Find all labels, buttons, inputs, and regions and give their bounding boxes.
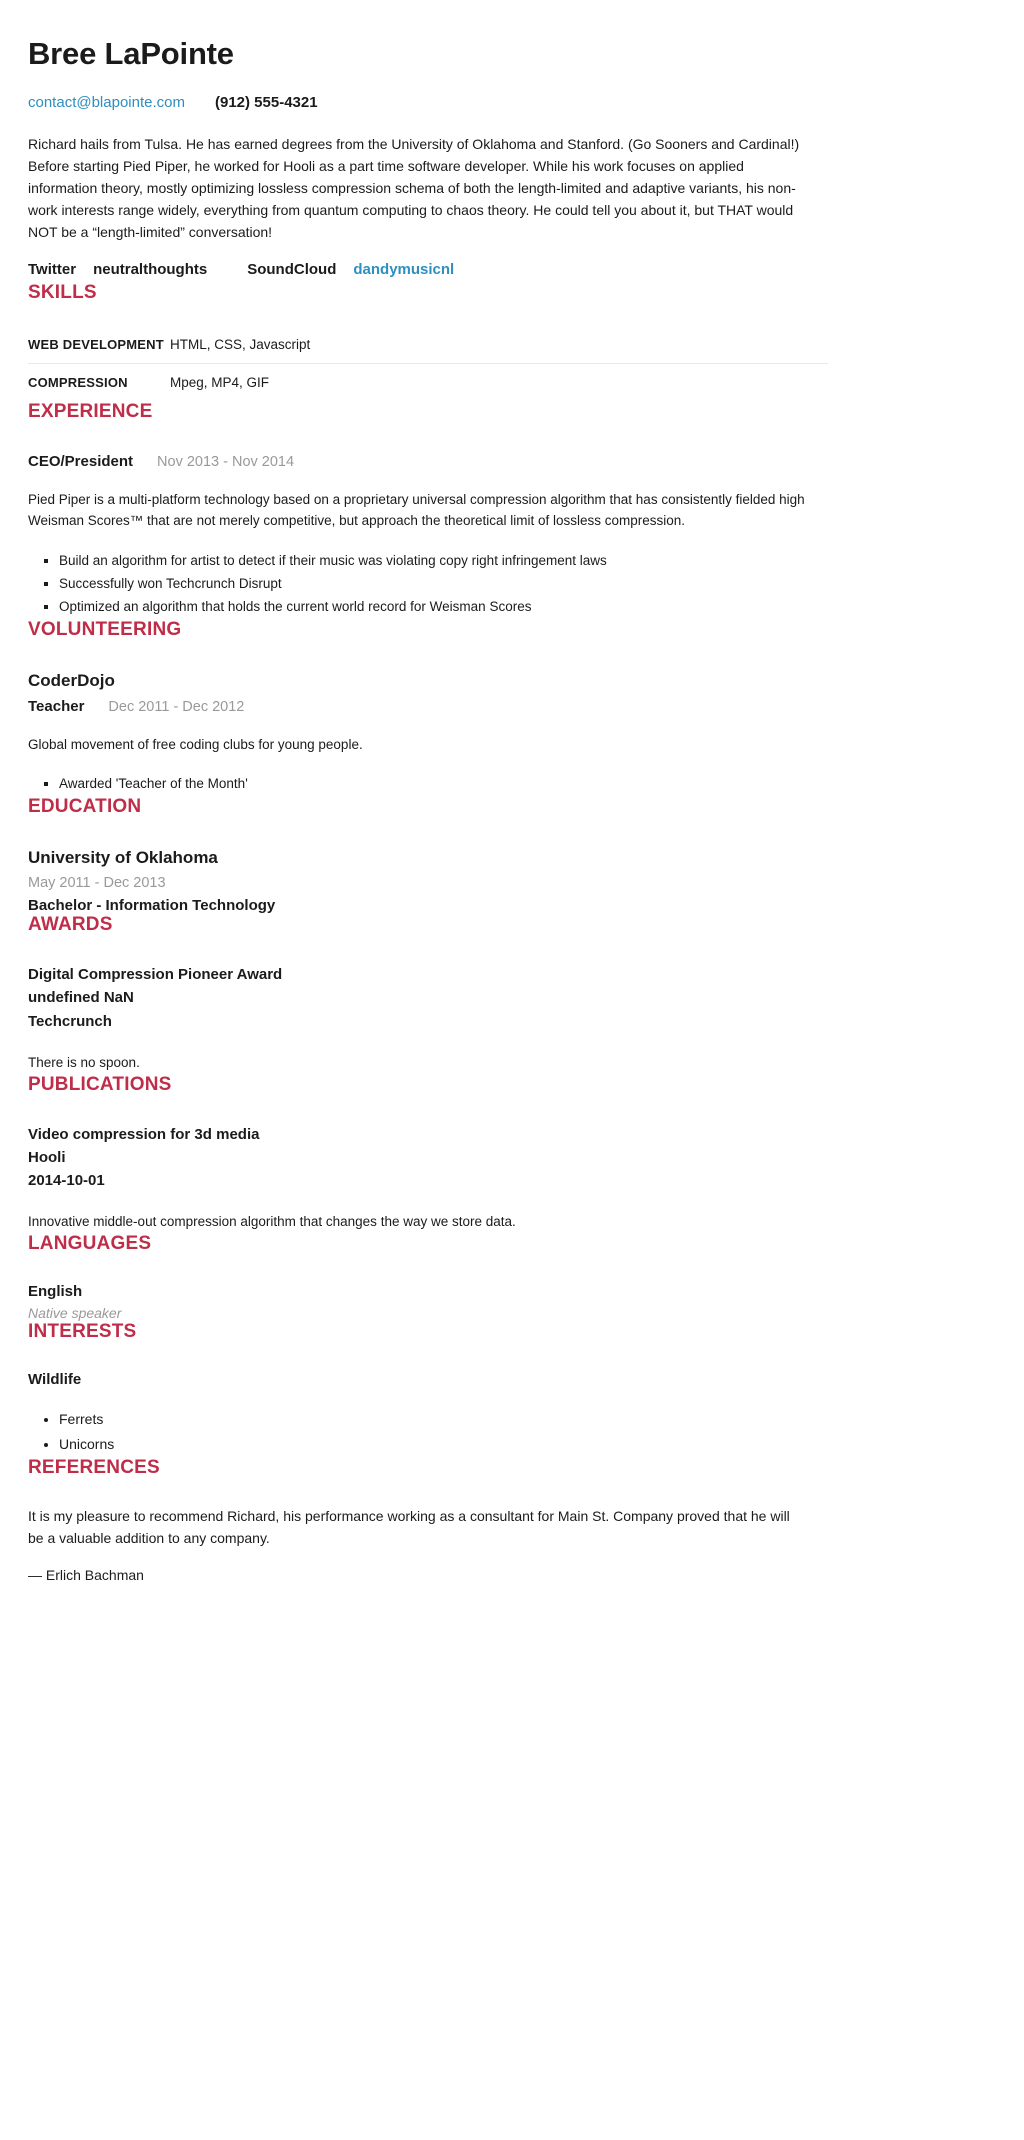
- language-name: English: [28, 1282, 83, 1300]
- volunteer-organization: CoderDojo: [28, 671, 115, 691]
- job-summary: Pied Piper is a multi-platform technology based on a proprietary universal compression algorithm that has consistently fielded high Weisman Scores™ that are not merely competitive, but approach the theoretical limit of lossless compression.: [28, 491, 805, 529]
- volunteer-dates: Dec 2011 - Dec 2012: [108, 699, 245, 716]
- reference-quote: It is my pleasure to recommend Richard, his performance working as a consultant for Main St. Company proved that he will be a valuable addition to any company.: [28, 1507, 790, 1547]
- soundcloud-username-link[interactable]: dandymusicnl: [353, 260, 455, 278]
- volunteer-highlights-list: [28, 773, 832, 796]
- email-link[interactable]: contact@blapointe.com: [28, 94, 185, 111]
- references-heading: REFERENCES: [28, 1456, 160, 1478]
- soundcloud-network-label: SoundCloud: [247, 260, 337, 278]
- skill-name: COMPRESSION: [28, 374, 128, 390]
- job-dates: Nov 2013 - Nov 2014: [157, 453, 295, 470]
- education-section: [28, 796, 832, 914]
- interest-keyword: • Ferrets: [59, 1407, 832, 1432]
- awards-heading: AWARDS: [28, 914, 113, 936]
- reference-name: — Erlich Bachman: [28, 1566, 144, 1583]
- volunteer-highlight: ▪ Awarded 'Teacher of the Month': [59, 773, 832, 796]
- skill-keywords: Mpeg, MP4, GIF: [170, 374, 270, 390]
- skills-section: [28, 282, 832, 401]
- summary-paragraph: Richard hails from Tulsa. He has earned degrees from the University of Oklahoma and Stanford. (Go Sooners and Cardinal!) Before starting Pied Piper, he worked for Hooli as a part time software developer. While his work focuses on applied information theory, mostly optimizing lossless compression schema of both the length-limited and adaptive variants, his non-work interests range widely, everything from quantum computing to chaos theory. He could tell you about it, but THAT would NOT be a “length-limited” conversation!: [28, 136, 800, 241]
- skill-name: WEB DEVELOPMENT: [28, 336, 164, 352]
- education-heading: EDUCATION: [28, 796, 142, 818]
- volunteer-summary: Global movement of free coding clubs for young people.: [28, 737, 363, 753]
- interest-name: Wildlife: [28, 1370, 82, 1388]
- languages-section: [28, 1233, 832, 1321]
- volunteer-header: [28, 698, 832, 715]
- award-date: undefined NaN: [28, 989, 134, 1007]
- education-institution: University of Oklahoma: [28, 848, 218, 868]
- publication-title: Video compression for 3d media: [28, 1125, 260, 1143]
- twitter-username: neutralthoughts: [93, 260, 208, 278]
- education-degree: Bachelor - Information Technology: [28, 897, 276, 915]
- job-highlight: ▪ Build an algorithm for artist to detect if their music was violating copy right infringement laws: [59, 549, 832, 572]
- publication-details: [28, 1124, 832, 1193]
- skills-heading: SKILLS: [28, 281, 97, 303]
- references-section: [28, 1457, 832, 1583]
- interests-section: [28, 1321, 832, 1457]
- twitter-profile: [28, 261, 207, 278]
- education-dates: May 2011 - Dec 2013: [28, 875, 166, 892]
- volunteering-section: [28, 619, 832, 796]
- social-profiles: [28, 261, 832, 278]
- awards-section: [28, 914, 832, 1073]
- publication-date: 2014-10-01: [28, 1171, 105, 1189]
- twitter-network-label: Twitter: [28, 260, 77, 278]
- publications-section: [28, 1074, 832, 1233]
- interests-heading: INTERESTS: [28, 1320, 137, 1342]
- award-awarder: Techcrunch: [28, 1012, 112, 1030]
- interest-keywords-list: [28, 1407, 832, 1457]
- skills-table: [28, 326, 828, 401]
- volunteer-position: Teacher: [28, 698, 85, 716]
- job-header: [28, 453, 832, 470]
- award-details: [28, 964, 832, 1033]
- interest-keyword: • Unicorns: [59, 1432, 832, 1457]
- job-position: CEO/President: [28, 452, 134, 470]
- person-name: Bree LaPointe: [28, 36, 234, 71]
- language-fluency: Native speaker: [28, 1304, 122, 1321]
- award-title: Digital Compression Pioneer Award: [28, 966, 283, 984]
- skill-row: [28, 364, 828, 401]
- experience-heading: EXPERIENCE: [28, 400, 153, 422]
- job-highlight: ▪ Successfully won Techcrunch Disrupt: [59, 573, 832, 596]
- contact-row: [28, 94, 832, 111]
- award-summary: There is no spoon.: [28, 1054, 140, 1070]
- experience-section: [28, 401, 832, 619]
- soundcloud-profile: [247, 261, 454, 278]
- volunteering-heading: VOLUNTEERING: [28, 619, 182, 641]
- publication-publisher: Hooli: [28, 1148, 66, 1166]
- publication-summary: Innovative middle-out compression algorithm that changes the way we store data.: [28, 1214, 516, 1230]
- job-highlight: ▪ Optimized an algorithm that holds the current world record for Weisman Scores: [59, 596, 832, 619]
- phone-number: (912) 555-4321: [214, 94, 318, 111]
- skill-row: [28, 326, 828, 364]
- job-highlights-list: [28, 549, 832, 619]
- skill-keywords: HTML, CSS, Javascript: [170, 336, 311, 352]
- publications-heading: PUBLICATIONS: [28, 1073, 172, 1095]
- languages-heading: LANGUAGES: [28, 1232, 152, 1254]
